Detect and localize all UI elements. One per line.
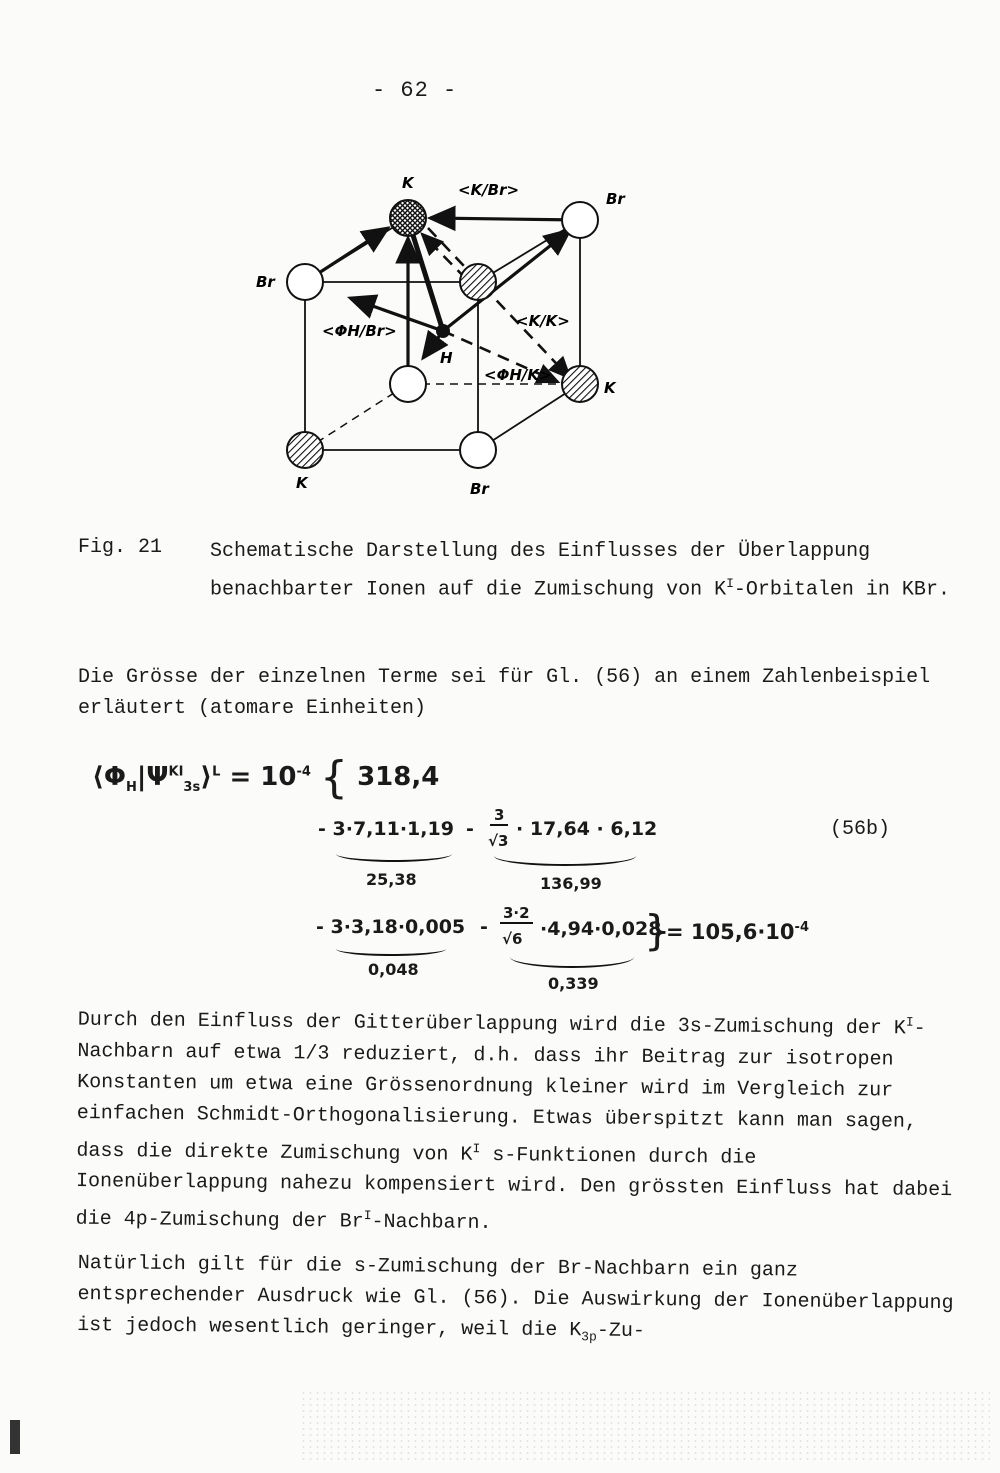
eq-row1-sum-b: 136,99 (540, 874, 602, 893)
underbrace-row1-b (494, 846, 636, 866)
figure-caption-label: Fig. 21 (78, 536, 163, 559)
figure-caption-text: Schematische Darstellung des Einflusses der Überlappung benachbarter Ionen auf die Zumischung von $K^I$-Orbitalen in KBr. (210, 540, 950, 602)
eq-row2-sum-a: 0,048 (368, 960, 419, 979)
eq-row2-term-b: ·4,94·0,028 (540, 918, 662, 940)
underbrace-row2-a (336, 942, 446, 956)
eq-row2-frac-den: √6 (502, 930, 523, 948)
label-br-top-right: Br (606, 190, 625, 208)
underbrace-row1-a (336, 846, 452, 862)
k-atom-right (562, 366, 598, 402)
equation-number: (56b) (830, 818, 891, 841)
eq-row1-frac-num: 3 (490, 806, 508, 826)
k-atom-top (390, 200, 426, 236)
h-atom (436, 324, 450, 338)
eq-row2-minus: - (480, 916, 488, 938)
label-k-k: <K/K> (516, 312, 570, 330)
eq-brace-close: } (644, 906, 671, 955)
label-k-bottom: K (296, 474, 308, 492)
eq-row1-minus: - (466, 818, 474, 840)
br-atom-center-low (390, 366, 426, 402)
page-number: - 62 - (372, 78, 458, 103)
label-k-top: K (402, 174, 414, 192)
label-phi-br: <ΦH/Br> (322, 322, 397, 340)
eq-row2-frac-num: 3·2 (500, 904, 533, 924)
crystal-cube-figure (240, 168, 660, 508)
br-atom-top-right (562, 202, 598, 238)
paragraph-br-neighbors: Natürlich gilt für die s-Zumischung der Br-Nachbarn ein ganz entsprechender Ausdruck wie Gl. (56). Die Auswirkung der Ionenüberlappung ist jedoch wesentlich geringer, weil die $K_{3p}-Zu-$ (77, 1251, 954, 1345)
label-br-left: Br (256, 273, 275, 291)
br-atom-bottom (460, 432, 496, 468)
scan-noise (300, 1390, 990, 1460)
k-atom-center (460, 264, 496, 300)
eq-row1-term-a: - 3·7,11·1,19 (318, 818, 454, 840)
eq-row2-sum-b: 0,339 (548, 974, 599, 993)
k-atom-bottom-left (287, 432, 323, 468)
intro-paragraph: Die Grösse der einzelnen Terme sei für Gl. (56) an einem Zahlenbeispiel erläutert (atomare Einheiten) (78, 666, 931, 720)
eq-result: = $105,6\cdot 10^{-4}$ (666, 920, 809, 944)
label-k-br: <K/Br> (458, 181, 520, 199)
equation-lhs: $⟨\Phi_H|\Psi^{KI}_{3s}⟩^L = 10^{-4}$ { 318,4 (92, 752, 440, 803)
scan-edge-mark (10, 1420, 20, 1454)
label-phi-k: <ΦH/K> (484, 366, 552, 384)
label-h: H (440, 349, 453, 367)
paragraph-overlap-effect: Durch den Einfluss der Gitterüberlappung wird die 3s-Zumischung der $K^I$-Nachbarn auf etwa 1/3 reduziert, d.h. dass ihr Beitrag zur isotropen Konstanten um etwa eine Grössenordnung kleiner wird im Vergleich zur einfachen Schmidt-Orthogonalisierung. Etwas überspitzt kann man sagen, dass die direkte Zumischung von $K^I$ s-Funktionen durch die Ionenüberlappung nahezu kompensiert wird. Den grössten Einfluss hat dabei die 4p-Zumischung der $Br^I$-Nachbarn. (75, 1008, 953, 1236)
underbrace-row2-b (510, 946, 634, 968)
eq-row1-sum-a: 25,38 (366, 870, 417, 889)
label-br-bottom: Br (470, 480, 489, 498)
br-atom-left (287, 264, 323, 300)
eq-row1-frac-den: √3 (488, 832, 509, 850)
eq-row2-term-a: - 3·3,18·0,005 (316, 916, 466, 938)
eq-row1-term-b: · 17,64 · 6,12 (516, 818, 658, 840)
hidden-edges (305, 384, 580, 450)
label-k-right: K (604, 379, 616, 397)
